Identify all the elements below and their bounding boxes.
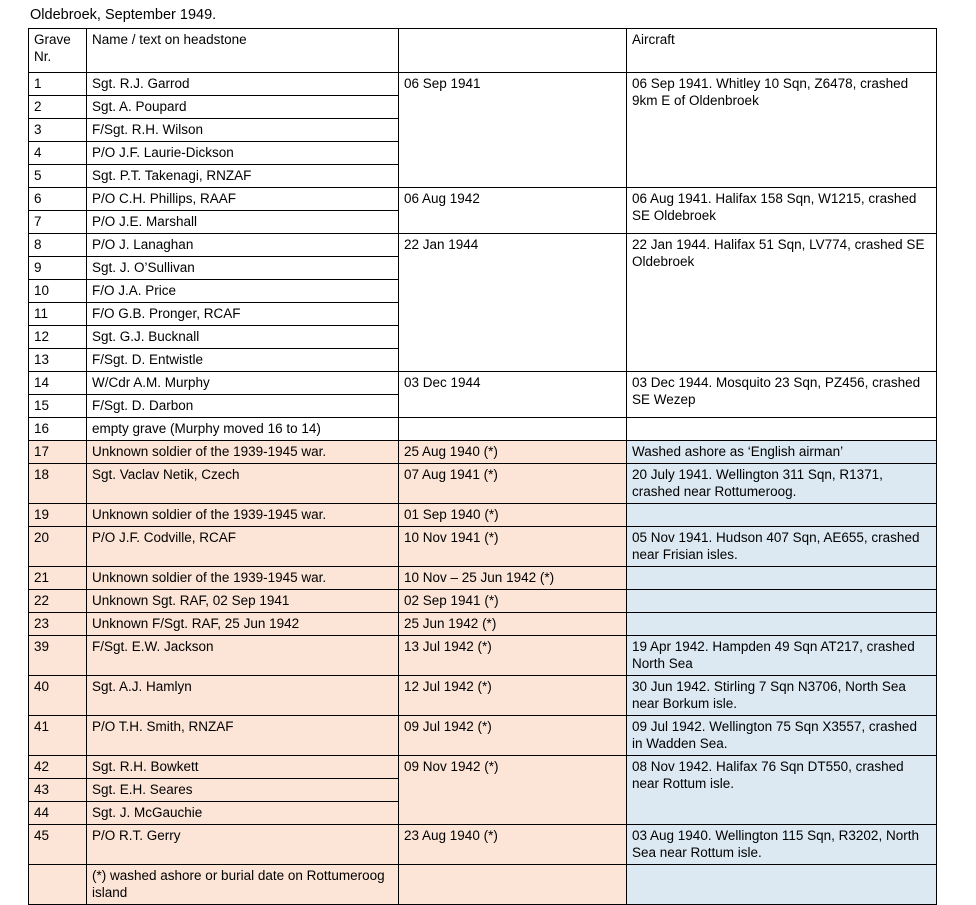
cell-grave-no: 45: [29, 825, 87, 865]
cell-date: [399, 418, 627, 441]
cell-aircraft: 06 Sep 1941. Whitley 10 Sqn, Z6478, crashed 9km E of Oldenbroek: [627, 73, 937, 188]
cell-headstone-name: Sgt. R.J. Garrod: [87, 73, 399, 96]
cell-grave-no: 2: [29, 96, 87, 119]
cell-date: 25 Jun 1942 (*): [399, 613, 627, 636]
cell-date: 02 Sep 1941 (*): [399, 590, 627, 613]
cell-grave-no: 21: [29, 567, 87, 590]
cell-date: 10 Nov 1941 (*): [399, 527, 627, 567]
cell-grave-no: 40: [29, 676, 87, 716]
cell-headstone-name: P/O J. Lanaghan: [87, 234, 399, 257]
cell-headstone-name: F/Sgt. E.W. Jackson: [87, 636, 399, 676]
cell-aircraft: 09 Jul 1942. Wellington 75 Sqn X3557, crashed in Wadden Sea.: [627, 716, 937, 756]
cell-headstone-name: Unknown soldier of the 1939-1945 war.: [87, 567, 399, 590]
table-row: [29, 865, 937, 905]
table-row: [29, 613, 937, 636]
cell-grave-no: 42: [29, 756, 87, 779]
column-header-0: Grave Nr.: [29, 29, 87, 73]
cell-headstone-name: F/Sgt. D. Entwistle: [87, 349, 399, 372]
table-row: [29, 464, 937, 504]
cell-headstone-name: P/O J.F. Codville, RCAF: [87, 527, 399, 567]
cell-headstone-name: Sgt. A. Poupard: [87, 96, 399, 119]
table-row: [29, 756, 937, 779]
cell-headstone-name: Unknown F/Sgt. RAF, 25 Jun 1942: [87, 613, 399, 636]
cell-grave-no: 12: [29, 326, 87, 349]
cell-grave-no: 7: [29, 211, 87, 234]
cell-aircraft: [627, 504, 937, 527]
cell-headstone-name: Sgt. A.J. Hamlyn: [87, 676, 399, 716]
table-row: [29, 418, 937, 441]
cell-grave-no: 10: [29, 280, 87, 303]
cell-grave-no: 5: [29, 165, 87, 188]
table-row: [29, 567, 937, 590]
cell-grave-no: 9: [29, 257, 87, 280]
cell-aircraft: [627, 418, 937, 441]
cell-grave-no: 15: [29, 395, 87, 418]
cell-headstone-name: P/O J.E. Marshall: [87, 211, 399, 234]
cell-grave-no: 13: [29, 349, 87, 372]
cell-headstone-name: Unknown Sgt. RAF, 02 Sep 1941: [87, 590, 399, 613]
cell-grave-no: 18: [29, 464, 87, 504]
cell-aircraft: 20 July 1941. Wellington 311 Sqn, R1371, crashed near Rottumeroog.: [627, 464, 937, 504]
cell-grave-no: 43: [29, 779, 87, 802]
cell-date: 03 Dec 1944: [399, 372, 627, 418]
table-row: [29, 527, 937, 567]
cell-headstone-name: Sgt. E.H. Seares: [87, 779, 399, 802]
cell-headstone-name: Sgt. P.T. Takenagi, RNZAF: [87, 165, 399, 188]
cell-grave-no: 4: [29, 142, 87, 165]
column-header-2: [399, 29, 627, 73]
table-row: [29, 372, 937, 395]
cell-aircraft: 03 Aug 1940. Wellington 115 Sqn, R3202, North Sea near Rottum isle.: [627, 825, 937, 865]
cell-headstone-name: Sgt. R.H. Bowkett: [87, 756, 399, 779]
cell-grave-no: 39: [29, 636, 87, 676]
cell-grave-no: 14: [29, 372, 87, 395]
cell-date: 06 Sep 1941: [399, 73, 627, 188]
cell-headstone-name: P/O C.H. Phillips, RAAF: [87, 188, 399, 211]
cell-headstone-name: P/O J.F. Laurie-Dickson: [87, 142, 399, 165]
cell-aircraft: [627, 567, 937, 590]
cell-grave-no: 23: [29, 613, 87, 636]
cell-headstone-name: F/Sgt. R.H. Wilson: [87, 119, 399, 142]
cell-headstone-name: Sgt. G.J. Bucknall: [87, 326, 399, 349]
cell-grave-no: 6: [29, 188, 87, 211]
table-row: [29, 73, 937, 96]
cell-headstone-name: F/O J.A. Price: [87, 280, 399, 303]
cell-aircraft: 08 Nov 1942. Halifax 76 Sqn DT550, crashed near Rottum isle.: [627, 756, 937, 825]
cell-date: 07 Aug 1941 (*): [399, 464, 627, 504]
cell-aircraft: 05 Nov 1941. Hudson 407 Sqn, AE655, crashed near Frisian isles.: [627, 527, 937, 567]
cell-grave-no: 17: [29, 441, 87, 464]
cell-aircraft: 30 Jun 1942. Stirling 7 Sqn N3706, North Sea near Borkum isle.: [627, 676, 937, 716]
cell-aircraft: 03 Dec 1944. Mosquito 23 Sqn, PZ456, crashed SE Wezep: [627, 372, 937, 418]
cell-aircraft: [627, 590, 937, 613]
cell-headstone-name: P/O T.H. Smith, RNZAF: [87, 716, 399, 756]
cell-date: 09 Jul 1942 (*): [399, 716, 627, 756]
cell-grave-no: 3: [29, 119, 87, 142]
table-header-row: [29, 29, 937, 73]
cell-date: 22 Jan 1944: [399, 234, 627, 372]
cell-headstone-name: Unknown soldier of the 1939-1945 war.: [87, 504, 399, 527]
table-row: [29, 636, 937, 676]
cell-date: [399, 865, 627, 905]
cell-headstone-name: W/Cdr A.M. Murphy: [87, 372, 399, 395]
column-header-1: Name / text on headstone: [87, 29, 399, 73]
cell-date: 12 Jul 1942 (*): [399, 676, 627, 716]
cell-grave-no: 22: [29, 590, 87, 613]
table-row: [29, 188, 937, 211]
cell-grave-no: 1: [29, 73, 87, 96]
cell-headstone-name: Unknown soldier of the 1939-1945 war.: [87, 441, 399, 464]
table-row: [29, 590, 937, 613]
table-row: [29, 504, 937, 527]
cell-headstone-name: Sgt. Vaclav Netik, Czech: [87, 464, 399, 504]
table-row: [29, 441, 937, 464]
table-row: [29, 716, 937, 756]
cell-aircraft: 06 Aug 1941. Halifax 158 Sqn, W1215, crashed SE Oldebroek: [627, 188, 937, 234]
cell-headstone-name: P/O R.T. Gerry: [87, 825, 399, 865]
cell-headstone-name: Sgt. J. O’Sullivan: [87, 257, 399, 280]
cell-date: 09 Nov 1942 (*): [399, 756, 627, 825]
table-body: [29, 29, 937, 905]
cell-date: 06 Aug 1942: [399, 188, 627, 234]
cell-headstone-name: F/O G.B. Pronger, RCAF: [87, 303, 399, 326]
cell-aircraft: Washed ashore as ‘English airman’: [627, 441, 937, 464]
cell-aircraft: [627, 865, 937, 905]
cell-date: 23 Aug 1940 (*): [399, 825, 627, 865]
cell-aircraft: 19 Apr 1942. Hampden 49 Sqn AT217, crashed North Sea: [627, 636, 937, 676]
cell-headstone-name: Sgt. J. McGauchie: [87, 802, 399, 825]
cell-grave-no: 16: [29, 418, 87, 441]
cell-grave-no: [29, 865, 87, 905]
cell-date: 25 Aug 1940 (*): [399, 441, 627, 464]
column-header-3: Aircraft: [627, 29, 937, 73]
cell-date: 10 Nov – 25 Jun 1942 (*): [399, 567, 627, 590]
table-row: [29, 825, 937, 865]
page-caption: Oldebroek, September 1949.: [30, 7, 217, 23]
grave-register-table: [28, 28, 937, 905]
table-row: [29, 234, 937, 257]
cell-headstone-name: (*) washed ashore or burial date on Rottumeroog island: [87, 865, 399, 905]
cell-aircraft: 22 Jan 1944. Halifax 51 Sqn, LV774, crashed SE Oldebroek: [627, 234, 937, 372]
cell-date: 01 Sep 1940 (*): [399, 504, 627, 527]
cell-headstone-name: empty grave (Murphy moved 16 to 14): [87, 418, 399, 441]
cell-grave-no: 19: [29, 504, 87, 527]
cell-date: 13 Jul 1942 (*): [399, 636, 627, 676]
cell-aircraft: [627, 613, 937, 636]
cell-grave-no: 44: [29, 802, 87, 825]
cell-grave-no: 20: [29, 527, 87, 567]
cell-grave-no: 8: [29, 234, 87, 257]
cell-grave-no: 41: [29, 716, 87, 756]
cell-grave-no: 11: [29, 303, 87, 326]
table-row: [29, 676, 937, 716]
cell-headstone-name: F/Sgt. D. Darbon: [87, 395, 399, 418]
